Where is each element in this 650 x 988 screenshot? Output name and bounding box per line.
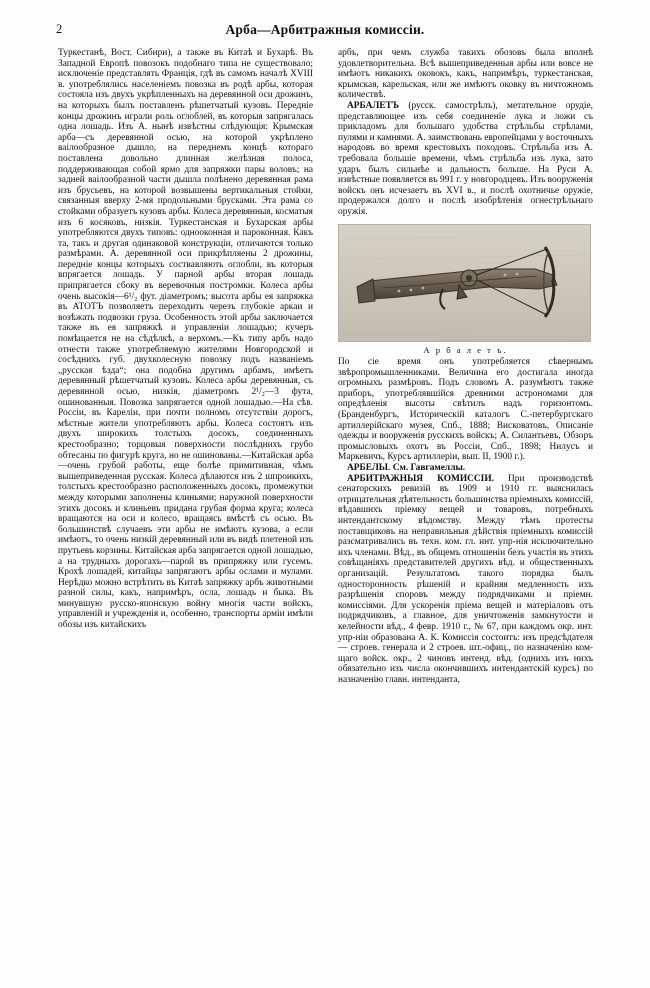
entry-headword: АРБАЛЕТЪ <box>347 100 400 111</box>
figure-arbalest <box>338 224 593 356</box>
dictionary-entry-arbalest <box>338 101 593 218</box>
entry-body: При производствѣ сенаторскихъ ревизій въ 1909 и 1910 гг. выяснилась отрицательная дѣятельность большинства пріемныхъ комиссій, вѣдавшихъ пріемку вещей и товаровъ, потребныхъ интендантскому вѣдомству. Между тѣмъ протесты поставщиковъ на неправильныя дѣйствія пріемныхъ комиссій разсматривались въ техн. ком. гл. инт. упр-нія исключительно ихъ членами. Вѣд., въ общемъ отношеніи безъ участія въ этихъ совѣщаніяхъ представителей другихъ вѣд. и общественныхъ организацій. Результатомъ такого порядка былъ односторонность рѣшеній и крайняя медленность ихъ разрѣшенія споровъ между подрядчиками и пріемн. комиссіями. Для ускоренія пріема вещей и матеріаловъ отъ подрядчиковъ, а главное, для уничтоженія замкнутости и келейности вѣд., 4 февр. 1910 г., № 67, при каждомъ окр. инт. упр-ніи образована А. К. Комиссія состоитъ: изъ предсѣдателя — строев. генерала и 2 строев. шт.-офиц., по назначенію ком-щаго войск. окр., 2 чиновъ интенд. вѣд. (однихъ изъ нихъ обязательно изъ числа окончившихъ интендантскій курсъ) по назначенію главн. интенданта, <box>338 473 593 685</box>
arbalest-engraving-icon <box>339 225 591 342</box>
figure-caption: А р б а л е т ъ. <box>423 344 508 355</box>
column-right <box>338 48 593 686</box>
running-title: Арба—Арбитражныя комиссіи. <box>225 22 425 37</box>
page-number: 2 <box>56 22 63 36</box>
paragraph-continuation: Туркестанѣ, Вост. Сибири), а также въ Китаѣ и Бухарѣ. Въ Западной Европѣ повозокъ подобнаго типа не существовало; исключеніе представлять Франція, гдѣ въ самомъ началѣ XVIII в. употреблялись населеніемъ повозка въ родѣ арбы, которая состояла изъ двухъ укрѣпленныхъ на деревянной оси дрожинъ, на которыхъ былъ поставленъ рѣшетчатый кузовъ. Переднiе концы дрожинъ играли роль оглоблей, въ которыя запрягалась одна лошадь. Изъ А. нынѣ извѣстны слѣдующія: Крымская арба—съ деревянной осью, на которой укрѣплено ваілообразное дышло, на переднемъ концѣ котораго поставлена довольно длинная желѣзная полоса, поддерживающая собой ярмо для запряжки пары воловъ; на задней ваілообразной части дышла полѣнено деревянная рама изъ брусьевъ, на которой возвышены вертикальныя стойки, связанныя вверху 2-мя продольными брусками. Эта рама со стойками образуетъ кузовъ арбы. Колеса деревянныя, косматыя изъ 6 косяковъ, низкія. Туркестанская и Бухарская арбы употребляются двухъ типовъ: однооконная и пароконная. Какъ та, такъ и другая одинаковой конструкціи, отличаются только размѣрами. А. деревянной оси прикрѣпляены 2 дрожины, переднiе концы которыхъ соствавляють оглобли, въ которыя впрягается лошадь. У парной арбы вторая лошадь припрягается сбоку въ веревочныя постромки. Колеса арбы очень высокія—6¹/₂ фут. діаметромъ; высота арбы ея запряжка въ АТОТЪ позволяетъ переходить черезъ глубокіе аркаи и возѣжать подвозки груза. Особенность этой арбы заключается также въ ея запряжкѣ и управленіи лошадью; кучеръ помѣщается не на сѣдѣлкѣ, а верхомъ.—Къ типу арбъ надо отнести также употребляемую жителями Новгородской и сосѣднихъ губ. двухколесную повозку подъ названіемъ „русская ѣзда“; она подобна другимъ арбамъ, имѣетъ деревянный рѣшетчатый кузовъ. Колеса арбы деревянныя, съ деревянной осью, низкія, діаметромъ 2¹/₂—3 фута, ошинованныя. Повозка запрягается одной лошадью.—На сѣв. Россіи, въ Кареліи, при почти полномъ отсутствіи дорогъ, мѣстные жители употребляютъ арбы. Колеса состоятъ изъ двухъ широкихъ толстыхъ досокъ, соединенныхъ крестообразно; торцовыя поверхности послѣднихъ грубо обтесаны по фигурѣ круга, но не ошинованы.—Китайская арба—очень грубой работы, еще болѣе примитивная, чѣмъ вышеприведенная русская. Колеса дѣлаются изъ 2 шпроикихъ, толстыхъ крестообразно расположенныхъ досокъ, промежутки между которыми заполнены клиньями; наружной поверхности этихъ досокъ и клиньевъ придана грубая форма круга; колеса вращаются на оси и колесо, вращаясь вмѣстѣ съ осью. Въ большинствѣ случаевъ эти арбы не имѣютъ кузова, а если имѣютъ, то очень низкій деревянный или въ видѣ плетеной изъ прутьевъ корзины. Китайская арба запрягается одной лошадью, а на трудныхъ дорогахъ—парой въ припряжку или гусемъ. Крохѣ лошадей, китайцы запрягаютъ арбы ослами и мулами. Нерѣдко можно встрѣтить въ Китаѣ запряжку арбъ животными разной силы, какъ, напримѣръ, осла, лошадь и быка. Въ минувшую русско-японскую войну многія части войскъ, управленій и учрежденія и, особенно, транспорты арміи имѣли обозы изъ китайскихъ <box>58 48 313 631</box>
entry-headword: АРБЕЛЫ. <box>347 463 391 474</box>
entry-crossref: См. Гавгамеллы. <box>392 463 466 474</box>
arbalest-illustration <box>338 224 591 342</box>
entry-headword: АРБИТРАЖНЫЯ КОМИССІИ. <box>347 473 494 484</box>
paragraph-continuation: арбъ, при чемъ служба такихъ обозовъ была вполнѣ удовлетворительна. Всѣ вышеприведенныя арбы или вовсе не имѣютъ никакихъ оковокъ, какъ, напримѣръ, туркестанская, крымская, карельская, или же имѣютъ оковку въ ничтожномъ количествѣ. <box>338 48 593 101</box>
dictionary-entry-arbitration-commissions <box>338 474 593 686</box>
dictionary-entry-arbela <box>338 463 593 474</box>
paragraph-after-figure: По сіе время онъ употребляется сѣвернымъ звѣропромышленниками. Величина его достигала иногда огромныхъ размѣровъ. Подъ словомъ А. разумѣютъ также приборъ, употреблявшійся древними астрономами для опредѣленія высоты свѣтилъ надъ горизонтомъ. (Бранденбургъ, Историческій каталогъ С.-петербургскаго артиллерійскаго музея, Спб., 1888; Висковатовъ, Описаніе одежды и вооруженія русскихъ войскъ; А. Силантьевъ, Обзоръ промысловыхъ охотъ въ Россіи, Спб., 1898; Нилусъ и Маркевичъ, Курсъ артиллеріи, вып. II, 1900 г.). <box>338 357 593 463</box>
page-header <box>0 22 650 42</box>
column-left <box>58 48 313 631</box>
entry-body: (русск. самострѣлъ), метательное орудіе, представляющее изъ себя соединеніе лука и ложи съ прикладомъ для большаго удобства стрѣльбы стрѣлами, пулями и камнями. А. заимствовань европейцами у восточныхъ народовъ во время крестовыхъ походовъ. Стрѣльба изъ А. требовала большіе времени, чѣмъ стрѣльба изъ лука, зато ударъ былъ сильнѣе и дальность больше. На Руси А. извѣстные появляется въ 991 г. у новгородцевъ. Изъ вооруженія войскъ онъ исчезаетъ въ XVI в., и послѣ охотничье оружіе, продержался долго и послѣ изобрѣтенія огнестрѣльнаго оружія. <box>338 100 593 217</box>
text-columns <box>0 48 650 978</box>
